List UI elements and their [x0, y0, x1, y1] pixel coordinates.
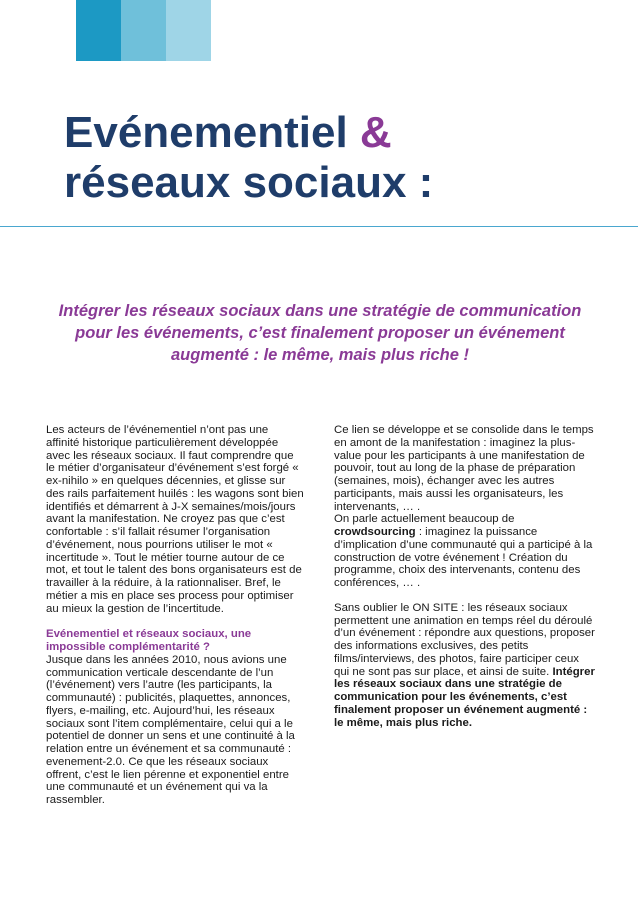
right-paragraph-3: [334, 602, 596, 730]
color-bar-light: [166, 0, 211, 61]
title-divider: [0, 226, 638, 227]
right-paragraph-2-body: : imaginez la puissance d’implication d’une communauté qui a participé à la construction de votre événement ! Création du programme, choix des intervenants, contenu des conférences, … .: [334, 526, 593, 589]
right-paragraph-1: Ce lien se développe et se consolide dans le temps en amont de la manifestation : imaginez la plus-value pour les participants à une manifestation de pouvoir, tout au long de la phase de préparation (semaines, mois), échanger avec les autres participants, mais aussi les organisateurs, les intervenants, … .: [334, 424, 594, 513]
left-column: [46, 424, 304, 807]
right-paragraph-3-body: Sans oublier le ON SITE : les réseaux sociaux permettent une animation en temps réel du déroulé d’un événement : répondre aux questions, proposer des informations exclusives, des petits films/interviews, des photos, faire participer ceux qui ne sont pas sur place, et ainsi de suite.: [334, 601, 595, 678]
title-ampersand: &: [359, 108, 392, 157]
page-title: [64, 108, 433, 208]
right-paragraph-2: [334, 513, 596, 590]
title-line-2: réseaux sociaux :: [64, 158, 434, 207]
crowdsourcing-term: crowdsourcing: [334, 526, 416, 538]
lead-paragraph: Intégrer les réseaux sociaux dans une stratégie de communication pour les événements, c’est finalement proposer un événement augmenté : le même, mais plus riche !: [58, 302, 582, 364]
color-bar-dark: [76, 0, 121, 61]
right-paragraph-2-intro: On parle actuellement beaucoup de: [334, 513, 515, 526]
color-bar-medium: [121, 0, 166, 61]
title-line-1: Evénementiel: [64, 108, 348, 157]
left-paragraph-2: Jusque dans les années 2010, nous avions une communication verticale descendante de l’un (l’événement) vers l’autre (les participants, la communauté) : publicités, plaquettes, annonces, flyers, e-mailing, etc. Aujourd’hui, les réseaux sociaux sont l’item complémentaire, celui qui a le potentiel de donner un sens et une continuité à la relation entre un événement et sa communauté : evenement-2.0. Ce que les réseaux sociaux offrent, c’est le lien pérenne et exponentiel entre une communauté et un événement qui va la rassembler.: [46, 653, 295, 806]
right-column: [334, 424, 596, 729]
left-paragraph-1: Les acteurs de l’événementiel n’ont pas une affinité historique particulièrement développée avec les réseaux sociaux. Il faut comprendre que le métier d’organisateur d’événement s’est forgé « ex-nihilo » en quelques décennies, et glisse sur des rails parfaitement huilés : les wagons sont bien identifiés et démarrent à J-X semaines/mois/jours avant la manifestation. Ne croyez pas que c’est confortable : s’il fallait résumer l’organisation d’événement, nous pourrions utiliser le mot « incertitude ». Tout le métier tourne autour de ce mot, et tout le talent des bons organisateurs est de travailler à la réduire, à la rationnaliser. Bref, le métier a mis en place ses process pour optimiser au mieux la gestion de l’incertitude.: [46, 424, 304, 615]
section-subheading: Evénementiel et réseaux sociaux, une impossible complémentarité ?: [46, 628, 252, 653]
right-paragraph-3-conclusion: Intégrer les réseaux sociaux dans une stratégie de communication pour les événements, c’est finalement proposer un événement augmenté : le même, mais plus riche.: [334, 665, 595, 729]
